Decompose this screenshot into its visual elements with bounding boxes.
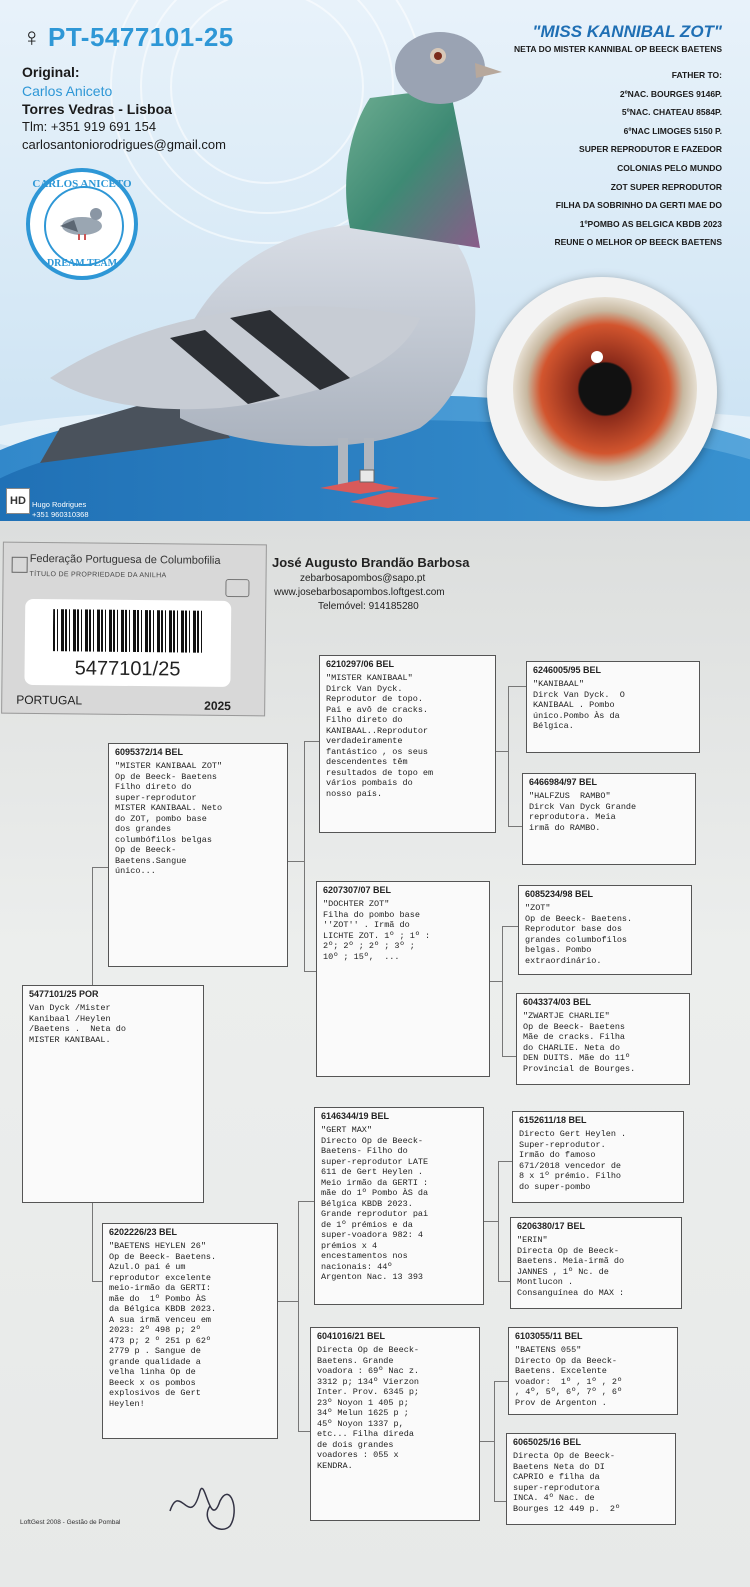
breeder-email: zebarbosapombos@sapo.pt: [300, 573, 426, 584]
card-ring: 6146344/19 BEL: [321, 1111, 390, 1121]
fact-item: 1ºPOMBO AS BELGICA KBDB 2023: [579, 218, 722, 229]
federation-ring-card: [1, 542, 267, 717]
card-text: "MISTER KANIBAAL" Dirck Van Dyck. Reprodutor de topo. Pai e avô de cracks. Filho direto do KANIBAAL..Reprodutor verdadeiramente fantástico , os seus descendentes têm resultados de topo em vários pombais do nosso país.: [326, 673, 434, 799]
card-text: "DOCHTER ZOT" Filha do pombo base ''ZOT'' . Irmã do LICHTE ZOT. 1º ; 1º : 2º; 2º ; 2º ; 3º ; 10º ; 15º, ...: [323, 899, 431, 962]
fact-item: 5ºNAC. CHATEAU 8584P.: [621, 107, 722, 118]
card-ring: 6065025/16 BEL: [513, 1437, 582, 1447]
federation-name: Federação Portuguesa de Columbofilia: [29, 552, 221, 567]
card-ring: 6206380/17 BEL: [517, 1221, 586, 1231]
tree-connector: [494, 1381, 495, 1501]
tree-connector: [508, 686, 509, 826]
fact-item: 6ºNAC LIMOGES 5150 P.: [623, 125, 722, 136]
tree-connector: [298, 1431, 310, 1432]
card-text: "ZOT" Op de Beeck- Baetens. Reprodutor base dos grandes columbofilos belgas. Pombo extraordinário.: [525, 903, 633, 966]
pedigree-card-dam-sire: [314, 1107, 484, 1305]
tree-connector: [298, 1201, 299, 1431]
federation-mark-icon: [225, 579, 249, 597]
pigeon-image: [20, 18, 510, 518]
pedigree-card-dss: [512, 1111, 684, 1203]
pedigree-card-sire: [108, 743, 288, 967]
card-ring: 6095372/14 BEL: [115, 747, 184, 757]
card-ring: 6043374/03 BEL: [523, 997, 592, 1007]
female-icon: ♀: [22, 22, 42, 52]
owner-name: Carlos Aniceto: [22, 83, 113, 99]
tree-connector: [92, 1281, 102, 1282]
card-text: Directo Gert Heylen . Super-reprodutor. Irmão do famoso 671/2018 vencedor de 8 x 1º prémio. Filho do super-pombo: [519, 1129, 627, 1192]
fact-item: ZOT SUPER REPRODUTOR: [610, 181, 722, 192]
pedigree-card-subject: [22, 985, 204, 1203]
card-text: "BAETENS HEYLEN 26" Op de Beeck- Baetens. Azul.O pai é um reprodutor excelente meio-irmão da GERTI: mãe do 1º Pombo ÀS da Bélgica KBDB 2023. A sua irmã venceu em 2023: 2º 498 p; 2º 473 p; 2 º 251 p 62º 2779 p . Sangue de grande qualidade a velha linha Op de Beeck x os pombos explosivos de Gert Heylen!: [109, 1241, 217, 1409]
eye-closeup-image: [487, 277, 717, 507]
card-text: "KANIBAAL" Dirck Van Dyck. O KANIBAAL . Pombo único.Pombo Às da Bélgica.: [533, 679, 625, 731]
federation-emblem-icon: [12, 557, 28, 573]
bird-name: "MISS KANNIBAL ZOT": [532, 22, 722, 41]
tree-connector: [480, 1441, 494, 1442]
card-text: "ERIN" Directa Op de Beeck- Baetens. Meia-irmã do JANNES , 1º Nc. de Montlucon . Consanguínea do MAX :: [517, 1235, 625, 1298]
tree-connector: [508, 686, 526, 687]
photo-credit-phone: +351 960310368: [32, 510, 89, 519]
pedigree-card-sdd: [516, 993, 690, 1085]
pedigree-card-ddd: [506, 1433, 676, 1525]
tree-connector: [92, 867, 108, 868]
tree-connector: [498, 1161, 499, 1281]
card-ring: 6202226/23 BEL: [109, 1227, 178, 1237]
card-ring: 6085234/98 BEL: [525, 889, 594, 899]
owner-email: carlosantoniorodrigues@gmail.com: [22, 137, 226, 152]
signature-icon: [160, 1471, 250, 1541]
tree-connector: [496, 751, 508, 752]
card-text: "HALFZUS RAMBO" Dirck Van Dyck Grande reprodutora. Meia irmã do RAMBO.: [529, 791, 637, 833]
tree-connector: [484, 1221, 498, 1222]
tree-connector: [498, 1161, 512, 1162]
fact-item: SUPER REPRODUTOR E FAZEDOR: [579, 144, 722, 155]
pedigree-card-dds: [508, 1327, 678, 1415]
owner-city: Torres Vedras - Lisboa: [22, 101, 172, 117]
footer-text: LoftGest 2008 - Gestão de Pombal: [20, 1519, 121, 1526]
owner-phone: Tlm: +351 919 691 154: [22, 119, 157, 134]
tree-connector: [508, 826, 522, 827]
pedigree-card-ssd: [522, 773, 696, 865]
card-ring: 6103055/11 BEL: [515, 1331, 583, 1341]
breeder-name: José Augusto Brandão Barbosa: [272, 555, 470, 570]
pedigree-card-sire-sire: [319, 655, 496, 833]
barcode-box: [24, 599, 231, 687]
tree-connector: [298, 1201, 314, 1202]
tree-connector: [502, 926, 503, 1056]
card-ring: 6246005/95 BEL: [533, 665, 602, 675]
card-ring: 6041016/21 BEL: [317, 1331, 386, 1341]
tree-connector: [494, 1381, 508, 1382]
tree-connector: [288, 861, 304, 862]
bird-subtitle: NETA DO MISTER KANNIBAL OP BEECK BAETENS: [514, 44, 722, 54]
card-ring: 6210297/06 BEL: [326, 659, 395, 669]
federation-country: PORTUGAL: [16, 692, 83, 708]
tree-connector: [92, 1201, 93, 1281]
card-text: "BAETENS 055" Directo Op da Beeck- Baetens. Excelente voador: 1º , 1º , 2º , 4º, 5º, 6º, 7º , 6º Prov de Argenton .: [515, 1345, 623, 1408]
tree-connector: [304, 971, 316, 972]
tree-connector: [502, 1056, 516, 1057]
federation-year: 2025: [204, 698, 231, 714]
tree-connector: [304, 741, 305, 971]
card-text: "GERT MAX" Directo Op de Beeck- Baetens- Filho do super-reprodutor LATE 611 de Gert Heylen . Meio irmão da GERTI : mãe do 1º Pombo ÀS da Bélgica KBDB 2023. Grande reprodutor pai de 1º prémios e da super-voadora 982: 4 prémios x 4 encestamentos nos nacionais: 44º Argenton Nac. 13 393: [321, 1125, 429, 1282]
pedigree-card-sds: [518, 885, 692, 975]
promo-banner: [0, 0, 750, 521]
tree-connector: [502, 926, 518, 927]
breeder-phone: Telemóvel: 914185280: [318, 601, 419, 612]
logo-bottom-text: DREAM TEAM: [46, 258, 118, 269]
card-ring: 6466984/97 BEL: [529, 777, 598, 787]
card-ring: 5477101/25 POR: [29, 989, 99, 999]
card-text: Directa Op de Beeck- Baetens Neta do DI CAPRIO e filha da super-reprodutora INCA. 4º Nac. de Bourges 12 449 p. 2º: [513, 1451, 621, 1514]
ring-id-text: PT-5477101-25: [48, 22, 234, 52]
tree-connector: [490, 981, 502, 982]
card-text: "MISTER KANIBAAL ZOT" Op de Beeck- Baetens Filho direto do super-reprodutor MISTER KANIBAAL. Neto do ZOT, pombo base dos grandes columbófilos belgas Op de Beeck- Baetens.Sangue único...: [115, 761, 223, 876]
tree-connector: [92, 867, 93, 985]
barcode-icon: [53, 609, 203, 653]
tree-connector: [494, 1501, 506, 1502]
original-label: Original:: [22, 64, 80, 80]
fact-item: REUNE O MELHOR OP BEECK BAETENS: [554, 237, 722, 248]
photographer-logo-icon: HD: [6, 488, 30, 514]
breeder-website: www.josebarbosapombos.loftgest.com: [274, 587, 445, 598]
photo-credit-name: Hugo Rodrigues: [32, 500, 87, 509]
card-text: Directa Op de Beeck- Baetens. Grande voadora : 69º Nac z. 3312 p; 134º Vierzon Inter. Prov. 6345 p; 23º Noyon 1 405 p; 34º Melun 1625 p ; 45º Noyon 1337 p, etc... Filha direda de dois grandes voadores : 055 x KENDRA.: [317, 1345, 420, 1471]
card-ring: 6207307/07 BEL: [323, 885, 392, 895]
federation-subtitle: TÍTULO DE PROPRIEDADE DA ANILHA: [29, 570, 167, 580]
card-ring: 6152611/18 BEL: [519, 1115, 587, 1125]
fact-item: COLONIAS PELO MUNDO: [617, 162, 722, 173]
tree-connector: [278, 1301, 298, 1302]
fact-item: FATHER TO:: [671, 70, 722, 80]
logo-top-text: CARLOS ANICETO: [32, 178, 132, 190]
tree-connector: [304, 741, 319, 742]
fact-item: FILHA DA SOBRINHO DA GERTI MAE DO: [555, 200, 722, 211]
fact-item: 2ºNAC. BOURGES 9146P.: [619, 88, 722, 99]
eye-icon: [487, 277, 717, 507]
tree-connector: [498, 1281, 510, 1282]
fact-list: [462, 66, 722, 252]
pedigree-card-sire-dam: [316, 881, 490, 1077]
pedigree-card-dsd: [510, 1217, 682, 1309]
barcode-number: 5477101/25: [74, 657, 181, 681]
pedigree-sheet: [0, 521, 750, 1587]
pedigree-card-dam-dam: [310, 1327, 480, 1521]
pedigree-card-sss: [526, 661, 700, 753]
card-text: Van Dyck /Mister Kanibaal /Heylen /Baetens . Neta do MISTER KANIBAAL.: [29, 1003, 126, 1045]
pedigree-card-dam: [102, 1223, 278, 1439]
card-text: "ZWARTJE CHARLIE" Op de Beeck- Baetens Mãe de cracks. Filha do CHARLIE. Neta do DEN DUITS. Mãe do 11º Provincial de Bourges.: [523, 1011, 636, 1074]
